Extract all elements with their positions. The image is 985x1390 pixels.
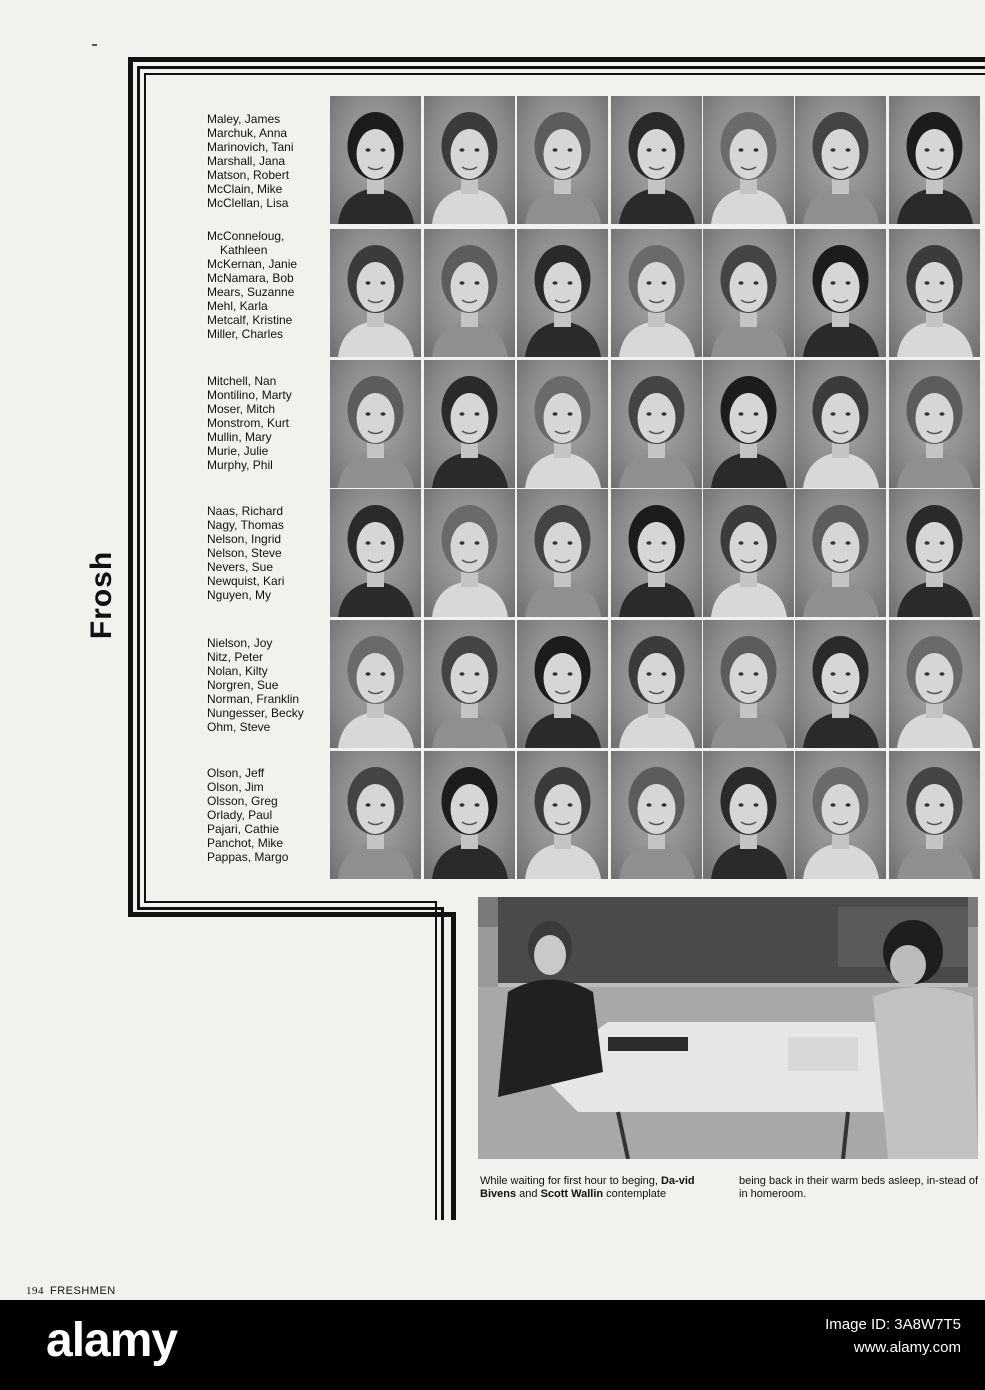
student-portrait [889, 620, 980, 748]
student-portrait [795, 229, 886, 357]
student-portrait [611, 620, 702, 748]
student-portrait [517, 229, 608, 357]
student-portrait [517, 620, 608, 748]
student-portrait [703, 489, 794, 617]
name-list-row-1: Maley, James Marchuk, Anna Marinovich, Tani Marshall, Jana Matson, Robert McClain, Mike McClellan, Lisa [207, 112, 294, 210]
student-portrait [703, 360, 794, 488]
name-list-row-6: Olson, Jeff Olson, Jim Olsson, Greg Orlady, Paul Pajari, Cathie Panchot, Mike Pappas, Margo [207, 766, 289, 864]
student-portrait [889, 360, 980, 488]
student-portrait [424, 620, 515, 748]
student-portrait [703, 751, 794, 879]
student-portrait [330, 360, 421, 488]
student-portrait [330, 489, 421, 617]
student-portrait [424, 360, 515, 488]
student-portrait [611, 229, 702, 357]
page-number: 194 [26, 1285, 44, 1297]
student-portrait [424, 229, 515, 357]
student-portrait [517, 751, 608, 879]
student-portrait [517, 96, 608, 224]
student-portrait [795, 751, 886, 879]
stock-logo: alamy [46, 1314, 178, 1367]
student-portrait [517, 489, 608, 617]
student-portrait [611, 360, 702, 488]
student-portrait [611, 751, 702, 879]
speck [92, 44, 97, 46]
classroom-photo [478, 897, 978, 1159]
student-portrait [611, 489, 702, 617]
student-portrait [703, 96, 794, 224]
student-portrait [330, 229, 421, 357]
photo-caption-column-2: being back in their warm beds asleep, in-stead of in homeroom. [739, 1175, 979, 1200]
student-portrait [795, 96, 886, 224]
name-list-row-4: Naas, Richard Nagy, Thomas Nelson, Ingrid Nelson, Steve Nevers, Sue Newquist, Kari Nguyen, My [207, 504, 285, 602]
stock-image-info [825, 1313, 961, 1359]
student-portrait [889, 751, 980, 879]
student-portrait [795, 360, 886, 488]
stock-url: www.alamy.com [853, 1339, 961, 1356]
photo-caption-column-1: While waiting for first hour to beging, Da-vid Bivens and Scott Wallin contemplate [480, 1175, 695, 1200]
student-portrait [330, 751, 421, 879]
name-list-row-2: McConneloug, Kathleen McKernan, Janie McNamara, Bob Mears, Suzanne Mehl, Karla Metcalf, Kristine Miller, Charles [207, 229, 298, 341]
student-portrait [889, 96, 980, 224]
student-portrait [424, 489, 515, 617]
stock-image-id: Image ID: 3A8W7T5 [825, 1316, 961, 1333]
student-portrait [330, 620, 421, 748]
name-list-row-5: Nielson, Joy Nitz, Peter Nolan, Kilty Norgren, Sue Norman, Franklin Nungesser, Becky Ohm, Steve [207, 636, 304, 734]
student-portrait [517, 360, 608, 488]
name-list-row-3: Mitchell, Nan Montilino, Marty Moser, Mitch Monstrom, Kurt Mullin, Mary Murie, Julie Murphy, Phil [207, 374, 292, 472]
student-portrait [795, 620, 886, 748]
student-portrait [424, 96, 515, 224]
student-portrait [703, 620, 794, 748]
student-portrait [330, 96, 421, 224]
student-portrait [889, 489, 980, 617]
student-portrait [795, 489, 886, 617]
student-portrait [703, 229, 794, 357]
footer-section: FRESHMEN [50, 1285, 116, 1297]
section-title: Frosh [85, 550, 118, 640]
student-portrait [611, 96, 702, 224]
student-portrait [889, 229, 980, 357]
page-footer [26, 1285, 116, 1297]
student-portrait [424, 751, 515, 879]
